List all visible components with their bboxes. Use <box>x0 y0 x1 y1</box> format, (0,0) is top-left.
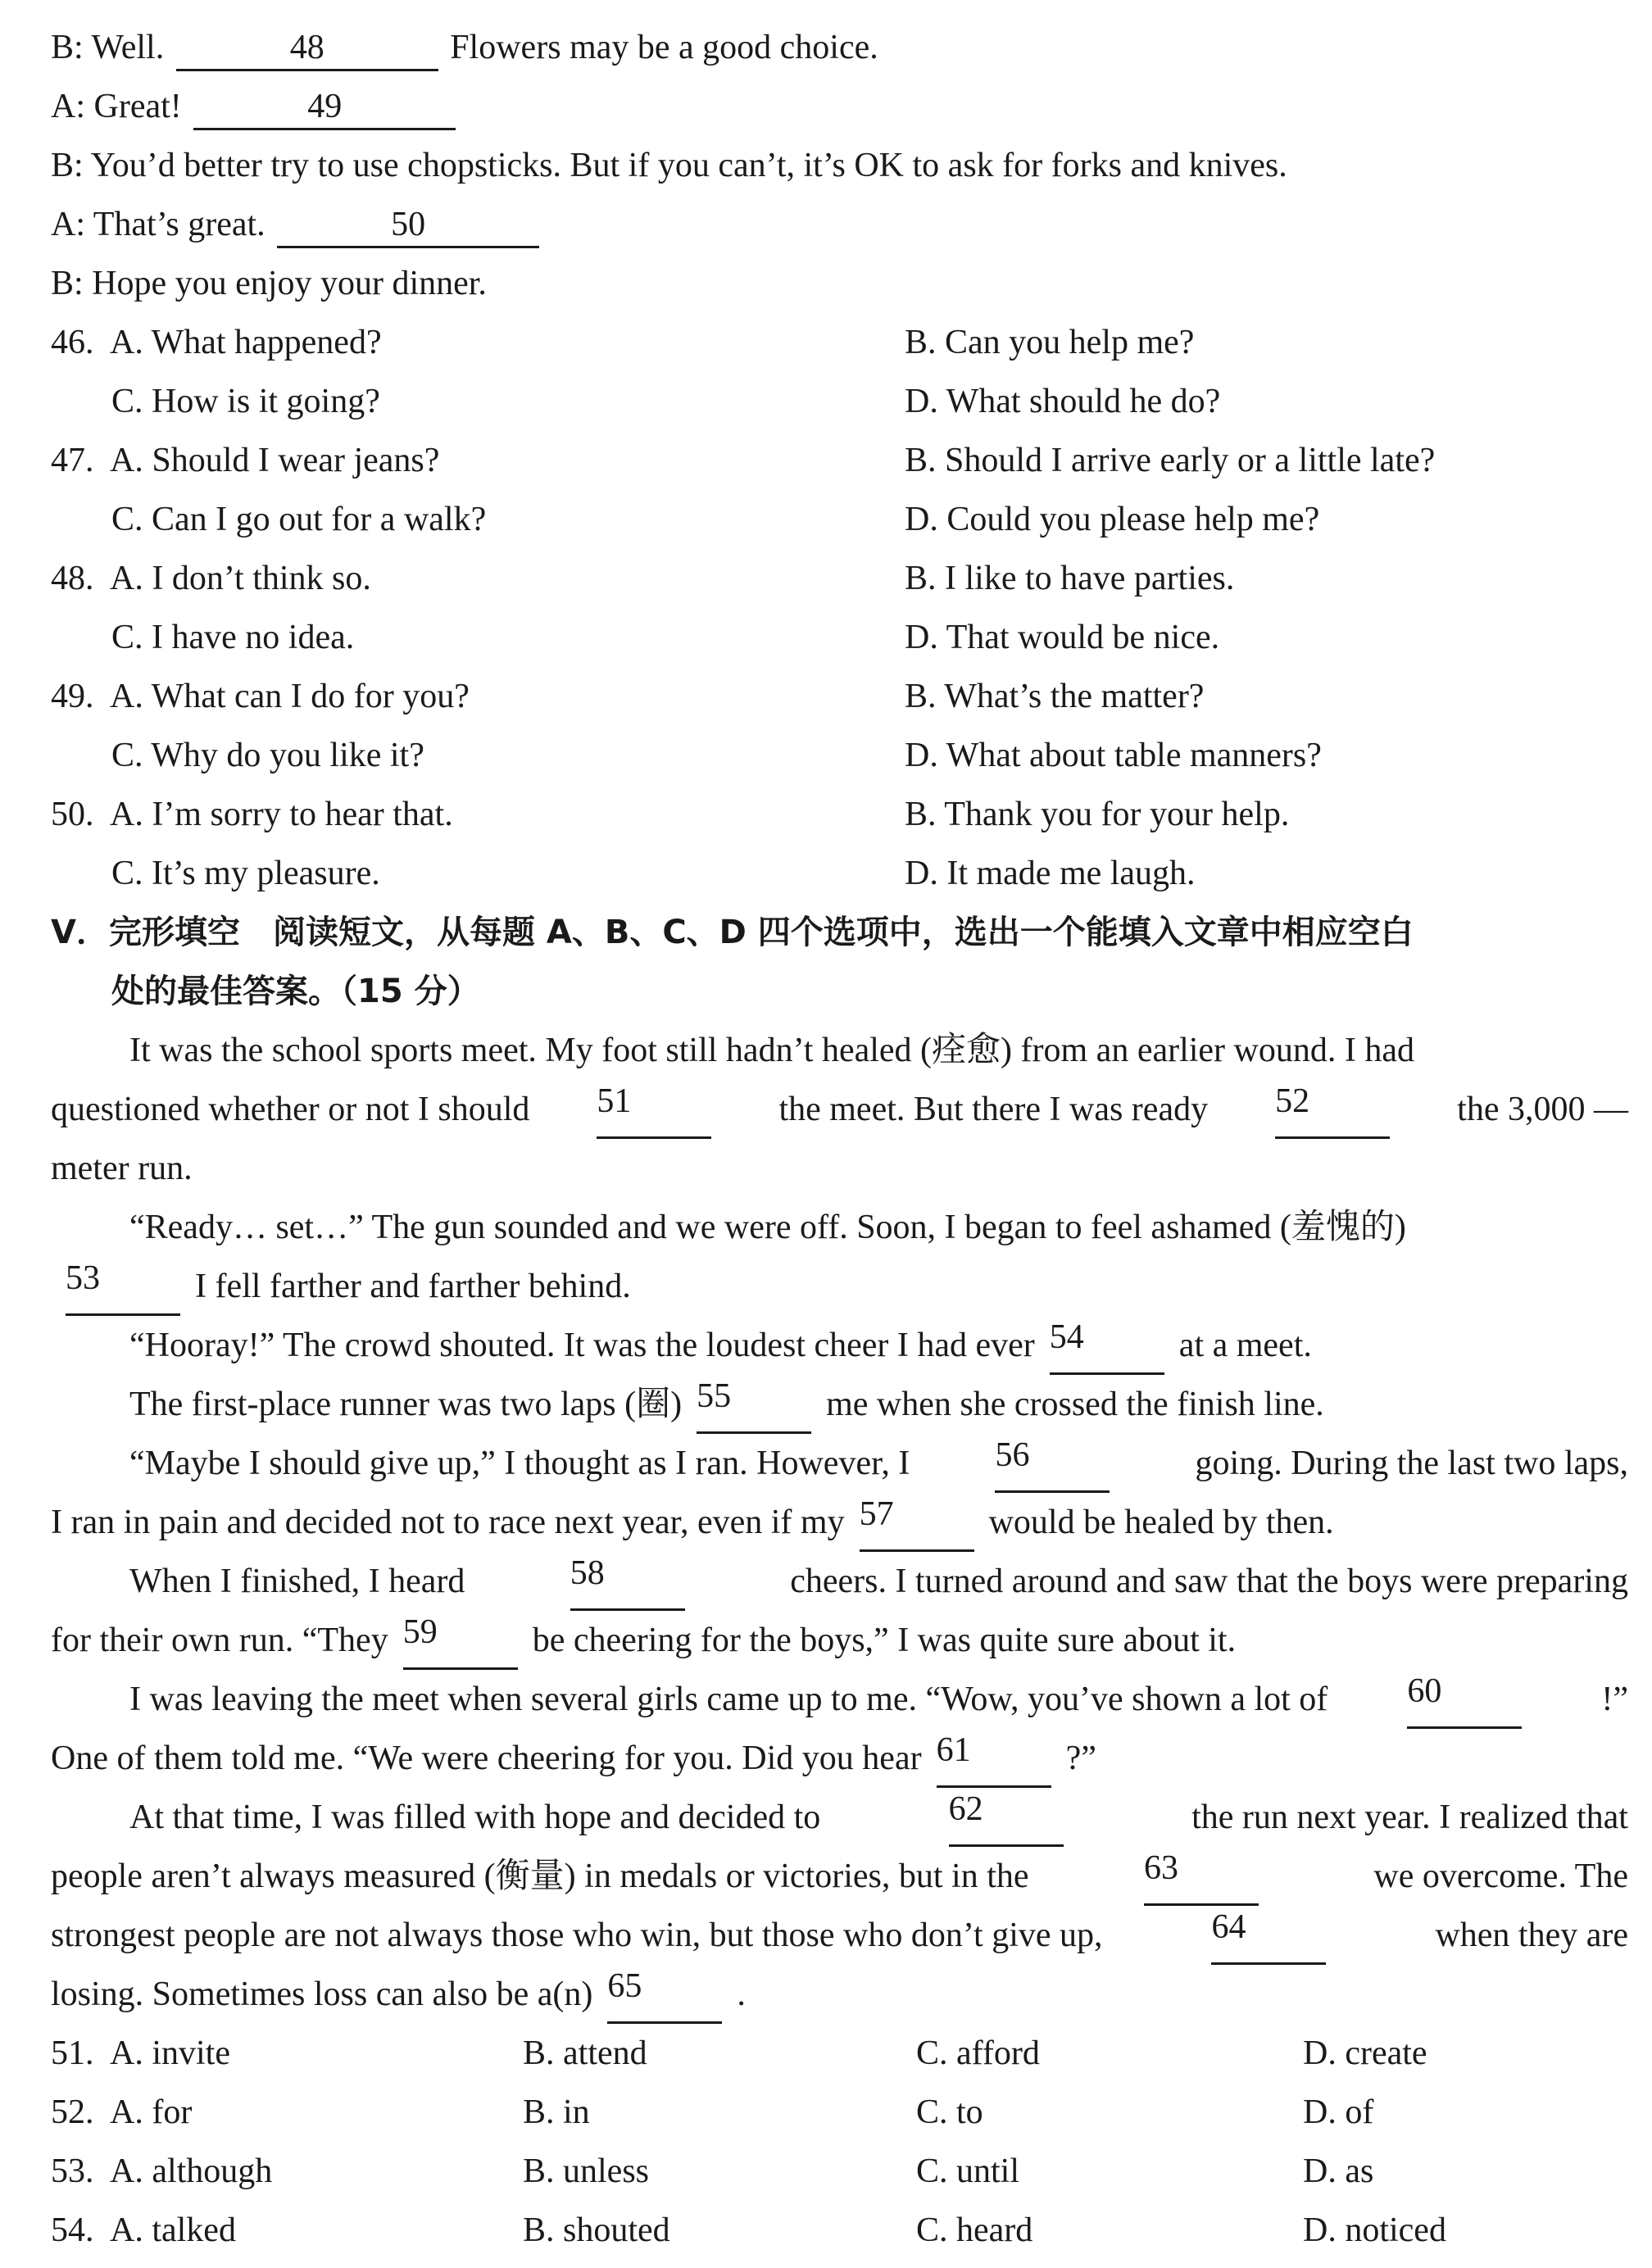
passage-text: It was the school sports meet. My foot still hadn’t healed (痊愈) from an earlier wound. I had <box>129 1032 1415 1069</box>
passage-text: would be healed by then. <box>988 1504 1334 1541</box>
passage-text: ?” <box>1065 1740 1096 1777</box>
option-a[interactable]: A. talked <box>110 2211 236 2249</box>
option-b[interactable]: B. shouted <box>523 2211 670 2249</box>
question-47-row-2 <box>51 490 1629 549</box>
option-d[interactable]: D. It made me laugh. <box>905 855 1196 892</box>
dialogue-questions <box>51 313 1629 903</box>
passage-text: me when she crossed the finish line. <box>826 1386 1324 1423</box>
answer-blank-59[interactable]: 59 <box>403 1611 518 1670</box>
passage-text: we overcome. The <box>1373 1857 1628 1895</box>
option-c[interactable]: C. How is it going? <box>111 383 380 420</box>
passage-text: at a meet. <box>1178 1327 1312 1364</box>
question-number: 51. <box>51 2034 94 2072</box>
option-d[interactable]: D. as <box>1303 2152 1374 2190</box>
cloze-passage <box>51 1021 1628 2024</box>
passage-text: questioned whether or not I should <box>51 1091 530 1128</box>
option-a[interactable]: A. Should I wear jeans? <box>110 442 440 479</box>
option-c[interactable]: C. until <box>916 2152 1020 2190</box>
answer-blank-63[interactable]: 63 <box>1144 1847 1259 1906</box>
option-c[interactable]: C. Why do you like it? <box>111 737 424 774</box>
option-a[interactable]: A. What happened? <box>110 324 382 361</box>
passage-text: meter run. <box>51 1150 193 1187</box>
option-c[interactable]: C. Can I go out for a walk? <box>111 501 487 538</box>
passage-text: . <box>737 1975 746 2013</box>
passage-text: “Ready… set…” The gun sounded and we were off. Soon, I began to feel ashamed (羞愧的) <box>129 1209 1406 1246</box>
answer-blank-56[interactable]: 56 <box>995 1434 1110 1493</box>
passage-text: At that time, I was filled with hope and decided to <box>129 1799 821 1836</box>
answer-blank-60[interactable]: 60 <box>1407 1670 1522 1729</box>
option-d[interactable]: D. Could you please help me? <box>905 501 1320 538</box>
question-number: 50. <box>51 796 94 833</box>
section-heading: V．完形填空 阅读短文，从每题 A、B、C、D 四个选项中，选出一个能填入文章中相应空白 <box>51 914 1414 951</box>
passage-text: I fell farther and farther behind. <box>195 1268 631 1305</box>
question-48-row-1 <box>51 549 1629 608</box>
answer-blank-58[interactable]: 58 <box>570 1552 685 1611</box>
passage-text: the meet. But there I was ready <box>778 1091 1209 1128</box>
answer-blank-64[interactable]: 64 <box>1211 1906 1326 1965</box>
passage-text: !” <box>1601 1681 1628 1718</box>
option-d[interactable]: D. That would be nice. <box>905 619 1220 656</box>
answer-blank-61[interactable]: 61 <box>937 1729 1051 1788</box>
passage-text: I was leaving the meet when several girls came up to me. “Wow, you’ve shown a lot of <box>129 1681 1328 1718</box>
dialogue-text: Well. <box>91 29 165 66</box>
dialogue-line-5 <box>51 254 1629 313</box>
passage-line <box>51 1847 1628 1906</box>
question-51-options <box>51 2024 1629 2083</box>
passage-text: I ran in pain and decided not to race next year, even if my <box>51 1504 845 1541</box>
passage-text: cheers. I turned around and saw that the boys were preparing <box>790 1563 1628 1600</box>
speaker: B: <box>51 29 84 66</box>
passage-line <box>51 1316 1628 1375</box>
option-c[interactable]: C. heard <box>916 2211 1033 2249</box>
answer-blank-49[interactable]: 49 <box>193 85 456 130</box>
answer-blank-48[interactable]: 48 <box>176 26 438 71</box>
passage-line <box>51 1788 1628 1847</box>
passage-line <box>51 1375 1628 1434</box>
option-b[interactable]: B. What’s the matter? <box>905 678 1205 715</box>
passage-text: when they are <box>1435 1916 1628 1954</box>
dialogue-line-1 <box>51 18 1629 77</box>
section-heading-continued: 处的最佳答案。（15 分） <box>111 973 480 1010</box>
dialogue-line-3 <box>51 136 1629 195</box>
passage-text: One of them told me. “We were cheering for you. Did you hear <box>51 1740 922 1777</box>
question-number: 48. <box>51 560 94 597</box>
dialogue-text: Great! <box>93 88 182 125</box>
option-b[interactable]: B. in <box>523 2093 590 2131</box>
passage-text: for their own run. “They <box>51 1622 388 1659</box>
speaker: B: <box>51 265 84 302</box>
question-49-row-2 <box>51 726 1629 785</box>
passage-line <box>51 1434 1628 1493</box>
option-b[interactable]: B. Can you help me? <box>905 324 1195 361</box>
passage-text: “Hooray!” The crowd shouted. It was the loudest cheer I had ever <box>129 1327 1035 1364</box>
question-49-row-1 <box>51 667 1629 726</box>
question-46-row-2 <box>51 372 1629 431</box>
option-a[interactable]: A. although <box>110 2152 273 2190</box>
passage-line <box>51 1965 1628 2024</box>
passage-line <box>51 1257 1628 1316</box>
option-d[interactable]: D. of <box>1303 2093 1374 2131</box>
cloze-options <box>51 2024 1629 2260</box>
dialogue-line-4 <box>51 195 1629 254</box>
answer-blank-65[interactable]: 65 <box>607 1965 722 2024</box>
option-b[interactable]: B. Thank you for your help. <box>905 796 1290 833</box>
option-c[interactable]: C. It’s my pleasure. <box>111 855 380 892</box>
passage-text: losing. Sometimes loss can also be a(n) <box>51 1975 593 2013</box>
answer-blank-53[interactable]: 53 <box>66 1257 180 1316</box>
question-number: 54. <box>51 2211 94 2249</box>
question-50-row-1 <box>51 785 1629 844</box>
passage-line <box>51 1139 1628 1198</box>
passage-text: people aren’t always measured (衡量) in medals or victories, but in the <box>51 1857 1029 1895</box>
answer-blank-52[interactable]: 52 <box>1275 1080 1390 1139</box>
dialogue-line-2 <box>51 77 1629 136</box>
option-a[interactable]: A. I don’t think so. <box>110 560 371 597</box>
passage-text: the 3,000 — <box>1457 1091 1628 1128</box>
passage-text: When I finished, I heard <box>129 1563 465 1600</box>
passage-line <box>51 1729 1628 1788</box>
question-52-options <box>51 2083 1629 2142</box>
passage-text: strongest people are not always those who win, but those who don’t give up, <box>51 1916 1103 1954</box>
passage-line <box>51 1080 1628 1139</box>
question-number: 49. <box>51 678 94 715</box>
question-54-options <box>51 2201 1629 2260</box>
question-47-row-1 <box>51 431 1629 490</box>
passage-text: going. During the last two laps, <box>1195 1445 1628 1482</box>
passage-text: “Maybe I should give up,” I thought as I ran. However, I <box>129 1445 910 1482</box>
passage-text: The first-place runner was two laps (圈) <box>129 1386 683 1423</box>
question-46-row-1 <box>51 313 1629 372</box>
question-53-options <box>51 2142 1629 2201</box>
passage-text: be cheering for the boys,” I was quite sure about it. <box>532 1622 1237 1659</box>
option-c[interactable]: C. afford <box>916 2034 1040 2072</box>
option-b[interactable]: B. unless <box>523 2152 650 2190</box>
question-number: 52. <box>51 2093 94 2131</box>
option-b[interactable]: B. Should I arrive early or a little late? <box>905 442 1436 479</box>
speaker: A: <box>51 88 85 125</box>
speaker: B: <box>51 147 84 184</box>
answer-blank-57[interactable]: 57 <box>860 1493 974 1552</box>
option-d[interactable]: D. noticed <box>1303 2211 1446 2249</box>
option-d[interactable]: D. What should he do? <box>905 383 1221 420</box>
passage-line <box>51 1198 1628 1257</box>
answer-blank-55[interactable]: 55 <box>697 1375 811 1434</box>
option-b[interactable]: B. attend <box>523 2034 647 2072</box>
option-c[interactable]: C. to <box>916 2093 983 2131</box>
dialogue <box>51 18 1629 313</box>
answer-blank-54[interactable]: 54 <box>1050 1316 1164 1375</box>
question-number: 46. <box>51 324 94 361</box>
option-d[interactable]: D. What about table manners? <box>905 737 1322 774</box>
dialogue-text: Hope you enjoy your dinner. <box>92 265 487 302</box>
option-a[interactable]: A. invite <box>110 2034 230 2072</box>
answer-blank-51[interactable]: 51 <box>597 1080 711 1139</box>
answer-blank-62[interactable]: 62 <box>949 1788 1064 1847</box>
option-a[interactable]: A. What can I do for you? <box>110 678 470 715</box>
passage-line <box>51 1493 1628 1552</box>
option-b[interactable]: B. I like to have parties. <box>905 560 1235 597</box>
option-c[interactable]: C. I have no idea. <box>111 619 355 656</box>
option-d[interactable]: D. create <box>1303 2034 1427 2072</box>
passage-text: the run next year. I realized that <box>1191 1799 1628 1836</box>
speaker: A: <box>51 206 85 243</box>
dialogue-text: You’d better try to use chopsticks. But if you can’t, it’s OK to ask for forks and knives. <box>90 147 1287 184</box>
passage-line <box>51 1906 1628 1965</box>
question-48-row-2 <box>51 608 1629 667</box>
passage-line <box>51 1021 1628 1080</box>
dialogue-text: That’s great. <box>93 206 266 243</box>
option-a[interactable]: A. for <box>110 2093 193 2131</box>
passage-line <box>51 1611 1628 1670</box>
dialogue-text: Flowers may be a good choice. <box>450 29 878 66</box>
question-number: 47. <box>51 442 94 479</box>
passage-line <box>51 1552 1628 1611</box>
answer-blank-50[interactable]: 50 <box>277 203 539 248</box>
passage-line <box>51 1670 1628 1729</box>
option-a[interactable]: A. I’m sorry to hear that. <box>110 796 453 833</box>
question-number: 53. <box>51 2152 94 2190</box>
question-50-row-2 <box>51 844 1629 903</box>
